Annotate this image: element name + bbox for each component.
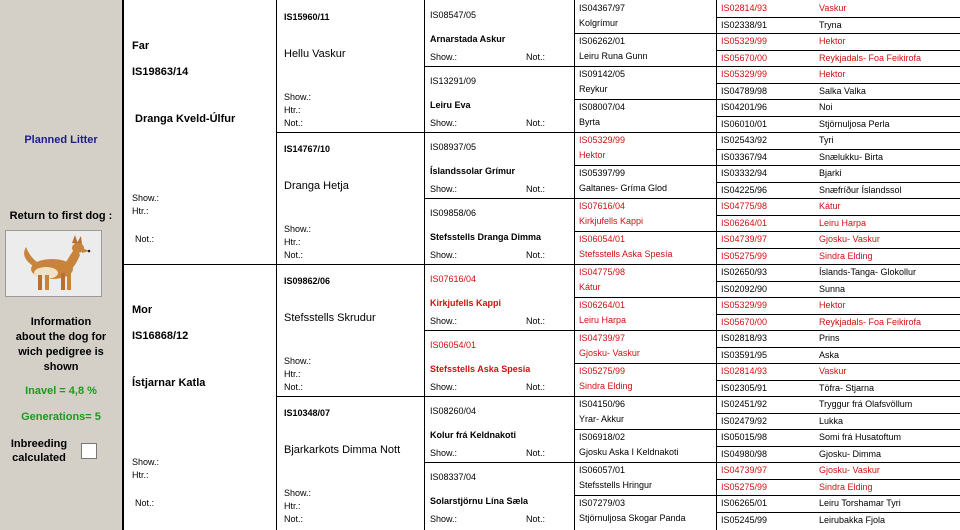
dog-name: Snælukku- Birta — [819, 151, 884, 162]
inbreeding-line: calculated — [12, 452, 66, 464]
dog-reg-number: IS07616/04 — [430, 274, 477, 284]
dog-name: Noi — [819, 102, 833, 112]
inbreeding-calculated-label — [0, 437, 78, 465]
dog-reg-number: IS05275/99 — [721, 481, 768, 492]
dog-name: Sunna — [819, 283, 846, 294]
row-divider — [716, 363, 960, 364]
dog-reg-number: IS02543/92 — [721, 135, 768, 145]
dog-reg-number: IS08937/05 — [430, 142, 477, 152]
dog-name: Kátur — [579, 282, 601, 292]
dog-reg-number: IS07279/03 — [579, 498, 626, 508]
not-label: Not.: — [284, 514, 304, 524]
row-divider — [424, 132, 574, 133]
row-divider — [424, 198, 574, 199]
sidebar — [0, 0, 122, 530]
row-divider — [716, 413, 960, 414]
dog-reg-number: IS02818/93 — [721, 333, 768, 343]
dog-name: Vaskur — [819, 366, 847, 376]
row-divider — [716, 182, 960, 183]
row-divider — [716, 380, 960, 381]
dog-name: Somi frá Husatoftum — [819, 432, 902, 442]
dog-name: Töfra- Stjarna — [819, 382, 875, 393]
row-divider — [276, 396, 424, 397]
dog-name: Galtanes- Gríma Glod — [579, 183, 668, 193]
dog-reg-number: IS04739/97 — [721, 234, 768, 244]
dog-reg-number: IS06264/01 — [721, 217, 768, 228]
dog-reg-number: IS02814/93 — [721, 366, 768, 376]
dog-reg-number: IS02092/90 — [721, 283, 768, 294]
column-divider — [716, 0, 717, 530]
dog-name: Aska — [819, 349, 840, 360]
info-line: about the dog for — [15, 331, 107, 343]
row-divider — [424, 396, 574, 397]
dog-reg-number: IS08007/04 — [579, 102, 626, 112]
dog-name: Vaskur — [819, 3, 847, 13]
dog-reg-number: IS05329/99 — [721, 300, 768, 310]
inbreeding-checkbox[interactable] — [81, 443, 97, 459]
row-divider — [574, 99, 716, 100]
row-divider — [716, 33, 960, 34]
show-label: Show.: — [132, 193, 160, 203]
not-label: Not.: — [284, 118, 304, 128]
show-label: Show.: — [430, 52, 458, 62]
info-line: shown — [43, 361, 79, 373]
row-divider — [574, 429, 716, 430]
dog-name: Salka Valka — [819, 85, 866, 96]
dog-reg-number: IS05329/99 — [721, 36, 768, 46]
parent-role-label: Mor — [132, 304, 153, 316]
row-divider — [716, 314, 960, 315]
dog-reg-number: IS04980/98 — [721, 448, 768, 459]
dog-reg-number: IS06010/01 — [721, 118, 768, 129]
not-label: Not.: — [135, 498, 155, 508]
dog-reg-number: IS04150/96 — [579, 399, 626, 409]
row-divider — [716, 50, 960, 51]
htr-label: Htr.: — [132, 206, 149, 216]
dog-name: Dranga Kveld-Úlfur — [135, 113, 236, 125]
row-divider — [574, 495, 716, 496]
dog-name: Sindra Elding — [819, 250, 873, 261]
dog-reg-number: IS02451/92 — [721, 399, 768, 409]
dog-name: Gjosku- Dimma — [819, 448, 882, 459]
return-to-first-dog-label: Return to first dog : — [9, 210, 113, 222]
dog-name: Lukka — [819, 415, 844, 426]
dog-reg-number: IS02479/92 — [721, 415, 768, 426]
htr-label: Htr.: — [284, 105, 301, 115]
dog-reg-number: IS05329/99 — [579, 135, 626, 145]
dog-reg-number: IS09142/05 — [579, 69, 626, 79]
dog-reg-number: IS04367/97 — [579, 3, 626, 13]
dog-name: Tyri — [819, 135, 834, 145]
dog-name: Hektor — [819, 36, 846, 46]
row-divider — [716, 83, 960, 84]
not-label: Not.: — [526, 382, 546, 392]
dog-name: Leiru Harpa — [579, 315, 627, 325]
not-label: Not.: — [135, 234, 155, 244]
dog-reg-number: IS05397/99 — [579, 168, 626, 178]
dog-name: Solarstjörnu Lína Sæla — [430, 496, 529, 506]
show-label: Show.: — [284, 356, 312, 366]
dog-reg-number: IS02814/93 — [721, 3, 768, 13]
htr-label: Htr.: — [132, 470, 149, 480]
dog-reg-number: IS09858/06 — [430, 208, 477, 218]
dog-reg-number: IS06264/01 — [579, 300, 626, 310]
dog-name: Ístjarnar Katla — [132, 377, 206, 389]
pedigree-grid — [122, 0, 960, 530]
row-divider — [574, 231, 716, 232]
dog-reg-number: IS04789/98 — [721, 85, 768, 96]
dog-name: Kátur — [819, 201, 841, 211]
dog-reg-number: IS04775/98 — [579, 267, 626, 277]
dog-name: Kolgrímur — [579, 18, 619, 28]
dog-name: Hektor — [819, 300, 846, 310]
dog-reg-number: IS02338/91 — [721, 19, 768, 30]
not-label: Not.: — [284, 250, 304, 260]
dog-reg-number: IS06054/01 — [579, 234, 626, 244]
info-line: wich pedigree is — [18, 346, 104, 358]
dog-reg-number: IS02305/91 — [721, 382, 768, 393]
dog-reg-number: IS14767/10 — [284, 144, 331, 154]
row-divider — [424, 66, 574, 67]
dog-name: Bjarki — [819, 168, 842, 178]
row-divider — [716, 495, 960, 496]
dog-name: Sindra Elding — [819, 481, 873, 492]
dog-reg-number: IS03367/94 — [721, 151, 768, 162]
dog-reg-number: IS04739/97 — [721, 465, 768, 475]
dog-reg-number: IS04225/96 — [721, 184, 768, 195]
show-label: Show.: — [430, 316, 458, 326]
show-label: Show.: — [284, 92, 312, 102]
dog-reg-number: IS05670/00 — [721, 316, 768, 327]
dog-reg-number: IS05275/99 — [721, 250, 768, 261]
show-label: Show.: — [430, 184, 458, 194]
show-label: Show.: — [430, 382, 458, 392]
dog-reg-number: IS03591/95 — [721, 349, 768, 360]
dog-name: Yrar- Akkur — [579, 414, 625, 424]
dog-name: Leiru Runa Gunn — [579, 51, 648, 61]
show-label: Show.: — [132, 457, 160, 467]
dog-reg-number: IS08547/05 — [430, 10, 477, 20]
not-label: Not.: — [284, 382, 304, 392]
not-label: Not.: — [526, 118, 546, 128]
dog-reg-number: IS02650/93 — [721, 267, 768, 277]
dog-reg-number: IS05015/98 — [721, 432, 768, 442]
dog-name: Leiru Harpa — [819, 217, 867, 228]
dog-reg-number: IS06054/01 — [430, 340, 477, 350]
dog-name: Gjosku- Vaskur — [819, 234, 880, 244]
info-line: Information — [30, 316, 92, 328]
row-divider — [716, 281, 960, 282]
row-divider — [574, 165, 716, 166]
dog-reg-number: IS04775/98 — [721, 201, 768, 211]
row-divider — [716, 248, 960, 249]
dog-name: Stefsstells Hringur — [579, 480, 653, 490]
dog-reg-number: IS03332/94 — [721, 168, 768, 178]
row-divider — [574, 330, 716, 331]
dog-name: Reykjadals- Foa Feikirofa — [819, 52, 922, 63]
row-divider — [276, 132, 424, 133]
row-divider — [716, 446, 960, 447]
row-divider — [716, 66, 960, 67]
htr-label: Htr.: — [284, 501, 301, 511]
dog-name: Reykur — [579, 84, 608, 94]
dog-name: Hektor — [579, 150, 606, 160]
row-divider — [574, 462, 716, 463]
generations-value: Generations= 5 — [21, 411, 101, 423]
dog-name: Byrta — [579, 117, 601, 127]
dog-name: Leiru Eva — [430, 100, 471, 110]
dog-reg-number: IS05329/99 — [721, 69, 768, 79]
dog-reg-number: IS05275/99 — [579, 366, 626, 376]
column-divider — [276, 0, 277, 530]
dog-name: Tryna — [819, 19, 842, 30]
row-divider — [574, 66, 716, 67]
htr-label: Htr.: — [284, 369, 301, 379]
not-label: Not.: — [526, 52, 546, 62]
dog-name: Prins — [819, 333, 840, 343]
show-label: Show.: — [430, 118, 458, 128]
dog-name: Kolur frá Keldnakoti — [430, 430, 517, 440]
row-divider — [716, 132, 960, 133]
dog-name: Íslandssolar Grímur — [430, 166, 516, 176]
dog-name: Kirkjufells Kappi — [579, 216, 644, 226]
dog-reg-number: IS08260/04 — [430, 406, 477, 416]
dog-reg-number: IS05670/00 — [721, 52, 768, 63]
row-divider — [716, 165, 960, 166]
row-divider — [574, 33, 716, 34]
row-divider — [574, 396, 716, 397]
row-divider — [716, 512, 960, 513]
row-divider — [716, 297, 960, 298]
dog-name: Leirubakka Fjola — [819, 514, 886, 525]
row-divider — [716, 479, 960, 480]
row-divider — [574, 132, 716, 133]
dog-name: Reykjadals- Foa Feikirofa — [819, 316, 922, 327]
inbreeding-value: Inavel = 4,8 % — [25, 385, 97, 397]
dog-name: Hellu Vaskur — [284, 48, 346, 60]
inbreeding-line: Inbreeding — [10, 438, 68, 450]
column-divider — [424, 0, 425, 530]
dog-reg-number: IS05245/99 — [721, 514, 768, 525]
show-label: Show.: — [430, 448, 458, 458]
row-divider — [716, 17, 960, 18]
dog-name: Kirkjufells Kappi — [430, 298, 502, 308]
not-label: Not.: — [526, 184, 546, 194]
dog-name: Stefsstells Aska Spesía — [430, 364, 531, 374]
row-divider — [716, 99, 960, 100]
htr-label: Htr.: — [284, 237, 301, 247]
planned-litter-link[interactable]: Planned Litter — [24, 134, 98, 146]
dog-name: Stefsstells Skrudur — [284, 312, 376, 324]
dog-reg-number: IS09862/06 — [284, 276, 331, 286]
dog-name: Stefsstells Dranga Dimma — [430, 232, 542, 242]
dog-reg-number: IS07616/04 — [579, 201, 626, 211]
row-divider — [716, 264, 960, 265]
show-label: Show.: — [430, 514, 458, 524]
dog-reg-number: IS06262/01 — [579, 36, 626, 46]
dog-icon — [6, 231, 103, 298]
dog-reg-number: IS04739/97 — [579, 333, 626, 343]
not-label: Not.: — [526, 448, 546, 458]
not-label: Not.: — [526, 316, 546, 326]
dog-reg-number: IS16868/12 — [132, 330, 189, 342]
show-label: Show.: — [284, 224, 312, 234]
row-divider — [574, 363, 716, 364]
row-divider — [124, 264, 276, 265]
row-divider — [716, 149, 960, 150]
row-divider — [424, 330, 574, 331]
row-divider — [424, 264, 574, 265]
dog-reg-number: IS08337/04 — [430, 472, 477, 482]
info-text — [0, 315, 122, 375]
row-divider — [574, 198, 716, 199]
not-label: Not.: — [526, 514, 546, 524]
row-divider — [716, 429, 960, 430]
dog-name: Gjosku- Vaskur — [819, 465, 880, 475]
row-divider — [716, 231, 960, 232]
row-divider — [574, 297, 716, 298]
row-divider — [716, 347, 960, 348]
dog-name: Tryggur frá Olafsvöllum — [819, 399, 913, 409]
dog-name: Hektor — [819, 69, 846, 79]
dog-reg-number: IS06918/02 — [579, 432, 626, 442]
row-divider — [716, 330, 960, 331]
row-divider — [716, 215, 960, 216]
dog-name: Stefsstells Aska Spesía — [579, 249, 673, 259]
dog-name: Stjörnuljosa Skogar Panda — [579, 513, 686, 523]
row-divider — [276, 264, 424, 265]
dog-reg-number: IS19863/14 — [132, 66, 189, 78]
dog-name: Leiru Torshamar Tyri — [819, 498, 901, 508]
row-divider — [716, 396, 960, 397]
row-divider — [716, 116, 960, 117]
dog-reg-number: IS06057/01 — [579, 465, 626, 475]
dog-reg-number: IS04201/96 — [721, 102, 768, 112]
row-divider — [574, 264, 716, 265]
parent-role-label: Far — [132, 40, 150, 52]
dog-name: Íslands-Tanga- Glokollur — [819, 267, 917, 277]
not-label: Not.: — [526, 250, 546, 260]
row-divider — [716, 462, 960, 463]
show-label: Show.: — [284, 488, 312, 498]
column-divider — [574, 0, 575, 530]
dog-name: Gjosku- Vaskur — [579, 348, 640, 358]
first-dog-button[interactable] — [5, 230, 102, 297]
dog-reg-number: IS15960/11 — [284, 12, 330, 22]
dog-name: Arnarstada Askur — [430, 34, 506, 44]
dog-reg-number: IS06265/01 — [721, 498, 768, 508]
dog-name: Snæfríður Íslandssol — [819, 184, 902, 195]
dog-name: Gjosku Aska I Keldnakoti — [579, 447, 679, 457]
show-label: Show.: — [430, 250, 458, 260]
dog-name: Stjörnuljosa Perla — [819, 118, 890, 129]
dog-name: Dranga Hetja — [284, 180, 349, 192]
row-divider — [424, 462, 574, 463]
dog-name: Bjarkarkots Dimma Nott — [284, 444, 401, 456]
row-divider — [716, 198, 960, 199]
dog-reg-number: IS13291/09 — [430, 76, 477, 86]
dog-reg-number: IS10348/07 — [284, 408, 331, 418]
dog-name: Sindra Elding — [579, 381, 633, 391]
